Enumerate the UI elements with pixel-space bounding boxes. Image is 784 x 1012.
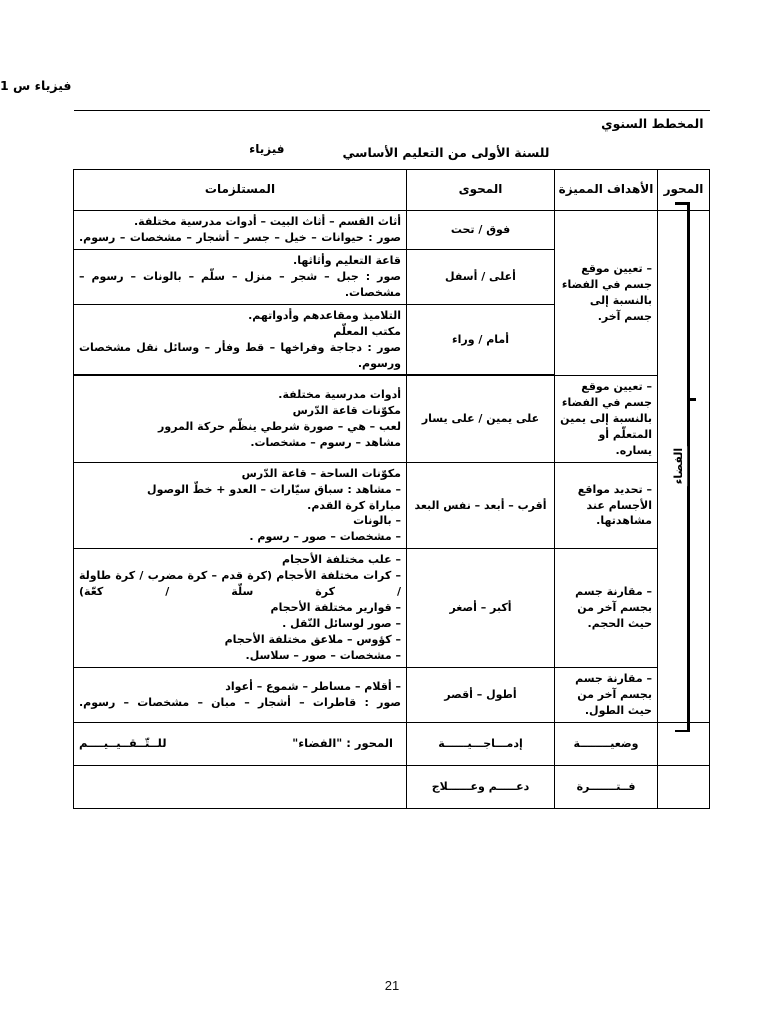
- summary-row: [74, 765, 710, 808]
- requirement-line: صور : قاطرات – أشجار – مبان – مشخصات – رسوم.: [79, 695, 401, 709]
- bracket-arm-top: [675, 202, 690, 204]
- requirements-cell: [74, 549, 407, 668]
- requirement-line: مكتب المعلّم: [333, 324, 401, 338]
- table-row: [74, 211, 710, 250]
- content-cell: أكبر – أصغر: [407, 549, 555, 668]
- column-header-axis: المحور: [658, 170, 710, 211]
- summary-label: فــتـــــــرة: [555, 765, 658, 808]
- requirements-cell: [74, 462, 407, 549]
- title-band: [74, 111, 710, 170]
- table-title-row: [74, 111, 710, 170]
- objective-cell: – مقارنة جسم بجسم آخر من حيث الحجم.: [555, 549, 658, 668]
- table-row: [74, 667, 710, 722]
- bracket-spine: [687, 202, 689, 732]
- requirement-line: – مشاهد : سباق سيّارات – العدو + خطّ الوصول: [147, 482, 401, 496]
- year-line: للسنة الأولى من التعليم الأساسي: [342, 145, 550, 160]
- requirements-cell: [74, 249, 407, 304]
- table-row: [74, 462, 710, 549]
- summary-axis-spacer: [658, 765, 710, 808]
- content-cell: أعلى / أسفل: [407, 249, 555, 304]
- axis-vertical-label: الفضاء: [671, 448, 685, 485]
- table-row: [74, 549, 710, 668]
- column-header-requirements: المستلزمات: [74, 170, 407, 211]
- column-header-objectives: الأهداف المميزة: [555, 170, 658, 211]
- summary-row: [74, 722, 710, 765]
- requirement-line: صور : حيوانات – خيل – جسر – أشجار – مشخصات – رسوم.: [79, 230, 401, 244]
- requirement-line: صور : جبل – شجر – منزل – سلّم – بالونات – رسوم – مشخصات.: [79, 269, 401, 299]
- requirement-line: مكوّنات الساحة – قاعة الدّرس: [241, 466, 401, 480]
- requirement-line: – قوارير مختلفة الأحجام: [270, 601, 401, 615]
- objective-cell: – تحديد مواقع الأجسام عند مشاهدتها.: [555, 462, 658, 549]
- content-cell: أطول – أقصر: [407, 667, 555, 722]
- requirement-line: لعب – هي – صورة شرطي ينظّم حركة المرور: [158, 420, 401, 434]
- summary-note-cell: [74, 722, 407, 765]
- requirements-cell: [74, 375, 407, 462]
- column-header-row: [74, 170, 710, 211]
- requirement-line: – صور لوسائل النّقل .: [282, 617, 401, 631]
- objective-cell: – تعيين موقع جسم في الفضاء بالنسبة إلى جسم آخر.: [555, 211, 658, 376]
- bracket-arm-bottom: [675, 730, 690, 732]
- requirement-line: التلاميذ ومقاعدهم وأدواتهم.: [248, 308, 401, 322]
- content-cell: على يمين / على يسار: [407, 375, 555, 462]
- table-row: [74, 375, 710, 462]
- content-cell: أقرب – أبعد – نفس البعد: [407, 462, 555, 549]
- requirement-line: قاعة التعليم وأثاثها.: [293, 253, 401, 267]
- summary-note-right: المحور : "الفضاء": [292, 736, 393, 751]
- corner-label: فيزياء س 1: [0, 78, 72, 93]
- requirement-line: أثاث القسم – أثاث البيت – أدوات مدرسية مختلفة.: [133, 215, 401, 228]
- requirement-line: – كؤوس – ملاعق مختلفة الأحجام: [224, 633, 401, 646]
- axis-bracket-cell: [658, 211, 710, 723]
- plan-title: المخطط السنوي: [601, 116, 704, 131]
- summary-note-stretch: للــتّــقــيــيــــم: [79, 736, 167, 751]
- subject-label: فيزياء: [249, 142, 285, 156]
- summary-note-cell: [74, 765, 407, 808]
- requirements-cell: [74, 211, 407, 250]
- page-number: 21: [384, 978, 400, 993]
- requirements-cell: [74, 304, 407, 375]
- objective-cell: – مقارنة جسم بجسم آخر من حيث الطول.: [555, 667, 658, 722]
- requirement-line: مباراة كرة القدم.: [307, 498, 401, 512]
- summary-label: وضعيــــــــة: [555, 722, 658, 765]
- requirement-line: أدوات مدرسية مختلفة.: [278, 388, 401, 402]
- summary-content-label: إدمـــاجـــيــــــة: [407, 722, 555, 765]
- requirement-line: – أقلام – مساطر – شموع – أعواد: [225, 679, 401, 693]
- requirement-line: صور : دجاجة وفراخها – قط وفأر – وسائل نقل مشخصات ورسوم.: [79, 340, 401, 370]
- bracket-tick: [688, 398, 696, 400]
- requirement-line: – كرات مختلفة الأحجام (كرة قدم – كرة مضرب / كرة طاولة / كرة سلّة / كعّة): [79, 569, 401, 599]
- content-cell: فوق / تحت: [407, 211, 555, 250]
- axis-bracket: [658, 211, 709, 722]
- objective-cell: – تعيين موقع جسم في الفضاء بالنسبة إلى يمين المتعلّم أو يساره.: [555, 375, 658, 462]
- annual-plan-table: [73, 110, 710, 809]
- requirement-line: – علب مختلفة الأحجام: [282, 553, 401, 567]
- requirement-line: مكوّنات قاعة الدّرس: [292, 404, 401, 418]
- requirement-line: مشاهد – رسوم – مشخصات.: [250, 435, 401, 449]
- column-header-content: المحوى: [407, 170, 555, 211]
- requirement-line: – مشخصات – صور – سلاسل.: [245, 648, 401, 662]
- requirement-line: – بالونات: [353, 514, 401, 528]
- summary-content-label: دعـــــم وعــــــلاج: [407, 765, 555, 808]
- requirements-cell: [74, 667, 407, 722]
- content-cell: أمام / وراء: [407, 304, 555, 375]
- requirement-line: – مشخصات – صور – رسوم .: [249, 530, 401, 544]
